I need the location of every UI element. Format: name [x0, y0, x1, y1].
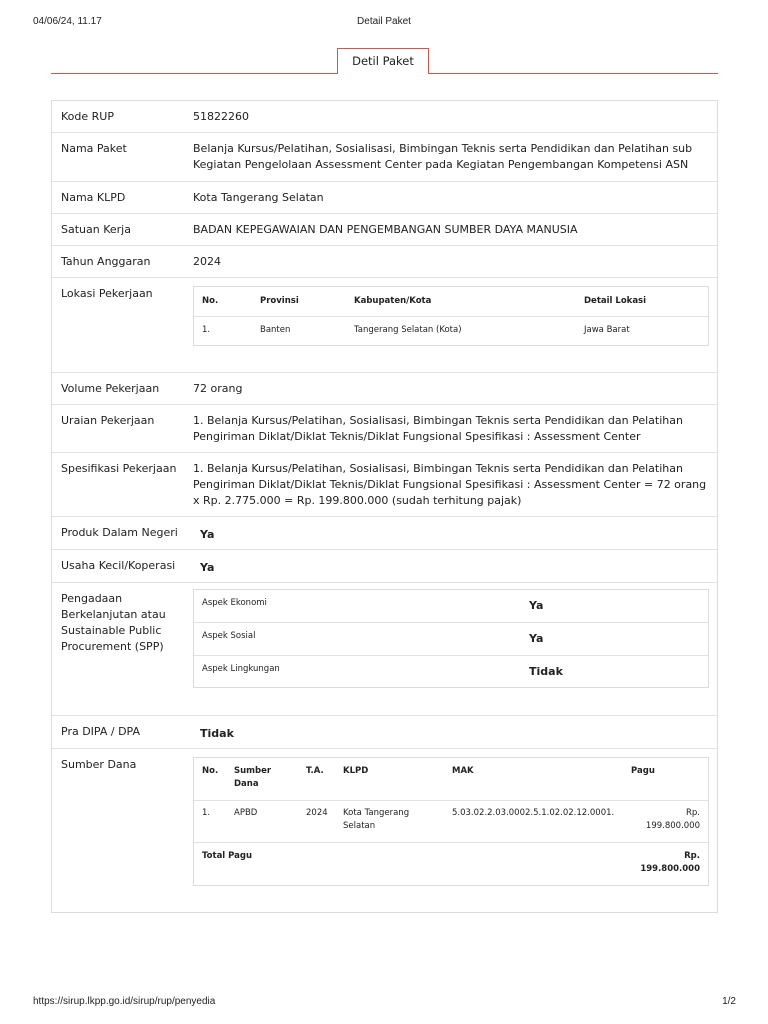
label-nama-klpd: Nama KLPD — [61, 191, 126, 204]
label-kode-rup: Kode RUP — [61, 110, 114, 123]
label-uraian-pekerjaan: Uraian Pekerjaan — [61, 414, 155, 427]
value-tahun-anggaran: 2024 — [193, 255, 221, 268]
label-satuan-kerja: Satuan Kerja — [61, 223, 131, 236]
print-header — [0, 16, 768, 30]
dana-cell-sumber: APBD — [234, 808, 258, 818]
value-satuan-kerja: BADAN KEPEGAWAIAN DAN PENGEMBANGAN SUMBER DAYA MANUSIA — [193, 223, 578, 236]
lokasi-header-detail: Detail Lokasi — [584, 296, 647, 306]
row-spp — [52, 583, 717, 716]
row-produk-dalam-negeri — [52, 517, 717, 550]
lokasi-header-provinsi: Provinsi — [260, 296, 299, 306]
label-sumber-dana: Sumber Dana — [61, 758, 137, 771]
dana-header-mak: MAK — [452, 766, 474, 776]
label-pra-dipa: Pra DIPA / DPA — [61, 725, 140, 738]
page-number: 1/2 — [722, 996, 736, 1007]
spp-aspect-lingkungan: Aspek Lingkungan — [202, 664, 280, 674]
print-url[interactable]: https://sirup.lkpp.go.id/sirup/rup/penyedia — [33, 996, 216, 1007]
dana-header-no: No. — [202, 766, 219, 776]
row-usaha-kecil — [52, 550, 717, 583]
lokasi-divider — [194, 316, 708, 317]
value-kode-rup: 51822260 — [193, 110, 249, 123]
dana-total-value: Rp. 199.800.000 — [640, 851, 700, 874]
row-satuan-kerja — [52, 214, 717, 246]
spp-divider-1 — [194, 622, 708, 623]
row-spesifikasi-pekerjaan — [52, 453, 717, 517]
spp-divider-2 — [194, 655, 708, 656]
label-tahun-anggaran: Tahun Anggaran — [61, 255, 151, 268]
lokasi-header-kabupaten: Kabupaten/Kota — [354, 296, 432, 306]
dana-cell-mak: 5.03.02.2.03.0002.5.1.02.02.12.0001. — [452, 808, 615, 818]
lokasi-cell-detail: Jawa Barat — [584, 325, 630, 335]
print-title: Detail Paket — [357, 16, 411, 27]
row-nama-klpd — [52, 182, 717, 214]
dana-header-sumber: Sumber Dana — [234, 766, 272, 789]
print-date: 04/06/24, 11.17 — [33, 16, 102, 27]
label-spesifikasi-pekerjaan: Spesifikasi Pekerjaan — [61, 462, 177, 475]
lokasi-cell-provinsi: Banten — [260, 325, 291, 335]
spp-value-lingkungan: Tidak — [529, 665, 563, 678]
spp-table — [193, 589, 709, 688]
dana-divider-1 — [194, 800, 708, 801]
label-nama-paket: Nama Paket — [61, 142, 127, 155]
dana-cell-no: 1. — [202, 808, 211, 818]
dana-cell-klpd: Kota Tangerang Selatan — [343, 808, 410, 831]
lokasi-table — [193, 286, 709, 346]
row-kode-rup — [52, 101, 717, 133]
dana-header-pagu: Pagu — [631, 766, 655, 776]
row-tahun-anggaran — [52, 246, 717, 278]
value-usaha-kecil: Ya — [200, 561, 215, 574]
spp-value-sosial: Ya — [529, 632, 544, 645]
label-volume-pekerjaan: Volume Pekerjaan — [61, 382, 160, 395]
value-produk-dalam-negeri: Ya — [200, 528, 215, 541]
label-lokasi-pekerjaan: Lokasi Pekerjaan — [61, 287, 153, 300]
value-nama-klpd: Kota Tangerang Selatan — [193, 191, 324, 204]
row-pra-dipa — [52, 716, 717, 749]
row-uraian-pekerjaan — [52, 405, 717, 453]
label-spp: Pengadaan Berkelanjutan atau Sustainable Public Procurement (SPP) — [61, 592, 166, 653]
dana-header-klpd: KLPD — [343, 766, 369, 776]
detail-table — [51, 100, 718, 913]
dana-header-ta: T.A. — [306, 766, 324, 776]
row-volume-pekerjaan — [52, 373, 717, 405]
dana-divider-2 — [194, 842, 708, 843]
print-footer — [0, 996, 768, 1010]
spp-value-ekonomi: Ya — [529, 599, 544, 612]
value-uraian-pekerjaan: 1. Belanja Kursus/Pelatihan, Sosialisasi, Bimbingan Teknis serta Pendidikan dan Pelatihan Pengiriman Diklat/Diklat Teknis/Diklat Fungsional Spesifikasi : Assessment Center — [193, 414, 683, 443]
dana-total-label: Total Pagu — [202, 851, 253, 861]
value-pra-dipa: Tidak — [200, 727, 234, 740]
dana-cell-pagu: Rp. 199.800.000 — [645, 808, 700, 831]
spp-aspect-sosial: Aspek Sosial — [202, 631, 256, 641]
lokasi-header-no: No. — [202, 296, 219, 306]
spp-aspect-ekonomi: Aspek Ekonomi — [202, 598, 267, 608]
value-volume-pekerjaan: 72 orang — [193, 382, 243, 395]
label-produk-dalam-negeri: Produk Dalam Negeri — [61, 526, 178, 539]
lokasi-cell-no: 1. — [202, 325, 211, 335]
value-spesifikasi-pekerjaan: 1. Belanja Kursus/Pelatihan, Sosialisasi, Bimbingan Teknis serta Pendidikan dan Pelatihan Pengiriman Diklat/Diklat Teknis/Diklat Fungsional Spesifikasi : Assessment Center = 72 orang x Rp. 2.775.000 = Rp. 199.800.000 (sudah terhitung pajak) — [193, 462, 707, 507]
tab-detil-paket[interactable]: Detil Paket — [337, 48, 429, 74]
row-nama-paket — [52, 133, 717, 182]
dana-cell-ta: 2024 — [306, 808, 328, 818]
row-sumber-dana — [52, 749, 717, 912]
value-nama-paket: Belanja Kursus/Pelatihan, Sosialisasi, Bimbingan Teknis serta Pendidikan dan Pelatihan sub Kegiatan Pengelolaan Assessment Center pada Kegiatan Pengembangan Kompetensi ASN — [193, 142, 693, 171]
row-lokasi-pekerjaan — [52, 278, 717, 373]
lokasi-cell-kabupaten: Tangerang Selatan (Kota) — [354, 325, 462, 335]
sumber-dana-table — [193, 757, 709, 886]
label-usaha-kecil: Usaha Kecil/Koperasi — [61, 559, 176, 572]
